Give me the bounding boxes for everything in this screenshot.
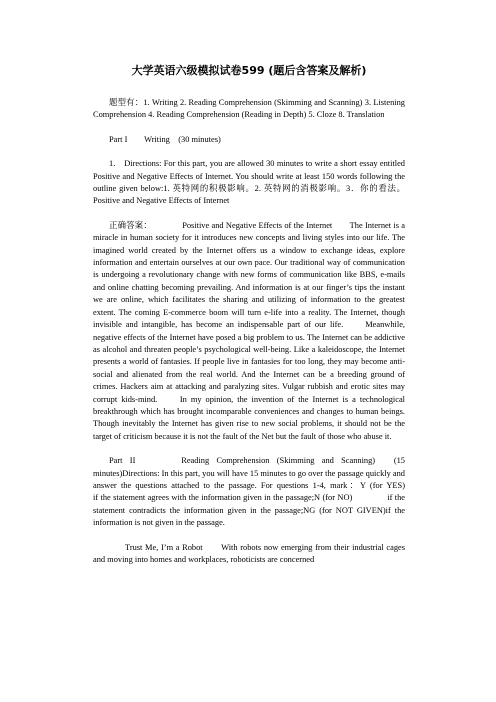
question-types: 题型有：1. Writing 2. Reading Comprehension (Skimming and Scanning) 3. Listening Comprehension 4. Reading Comprehension (Reading in Depth) 5. Cloze 8. Translation <box>93 98 405 120</box>
part2-directions: Part II Reading Comprehension (Skimming and Scanning) (15 minutes)Directions: In this part, you will have 15 minutes to go over the passage quickly and answer the questions attached to the passage. For questions 1-4, mark：Y (for YES) if the statement agrees with the information given in the passage;N (for NO) if the statement contradicts the information given in the passage;NG (for NOT GIVEN)if the information is not given in the passage. <box>93 456 431 528</box>
part1-directions: 1. Directions: For this part, you are allowed 30 minutes to write a short essay entitled Positive and Negative Effects of Internet. You should write at least 150 words following the outline given below:1. 英特网的积极影响。2. 英特网的消极影响。3．你的看法。 Positive and Negative Effects of Internet <box>93 159 405 206</box>
document-title: 大学英语六级模拟试卷599 (题后含答案及解析) <box>131 64 367 77</box>
document-content <box>93 64 431 566</box>
passage-opening: Trust Me, I’m a Robot With robots now emerging from their industrial cages and moving into homes and workplaces, roboticists are concerned <box>93 542 405 564</box>
model-answer: 正确答案： Positive and Negative Effects of the Internet The Internet is a miracle in human society for it introduces new concepts and living styles into our life. The imagined world created by the Internet offers us a window to exchange ideas, explore information and entertain ourselves at our own pace. Our traditional way of communication is undergoing a revolutionary change with new forms of communication like BBS, e-mails and online chatting becoming prevailing. And information is at our finger’s tips the instant we are online, which facilitates the sharing and utilizing of information to the greatest extent. The coming E-commerce boom will turn e-life into a reality. The Internet, though invisible and intangible, has become an indispensable part of our life. Meanwhile, negative effects of the Internet have posed a big problem to us. The Internet can be addictive as alcohol and threaten people’s psychological well-being. Like a kaleidoscope, the Internet presents a world of fantasies. If people live in fantasies for too long, they may become anti-social and alienated from the real world. And the Internet can be a breeding ground of crimes. Hackers aim at attacking and paralyzing sites. Vulgar rubbish and erotic sites may corrupt kids-mind. In my opinion, the invention of the Internet is a technological breakthrough which has brought incomparable conveniences and changes to human beings. Though inevitably the Internet has given rise to new social problems, it should not be the target of criticism because it is not the fault of the Net but the fault of those who abuse it. <box>93 220 405 441</box>
part1-heading: Part I Writing (30 minutes) <box>109 134 221 144</box>
